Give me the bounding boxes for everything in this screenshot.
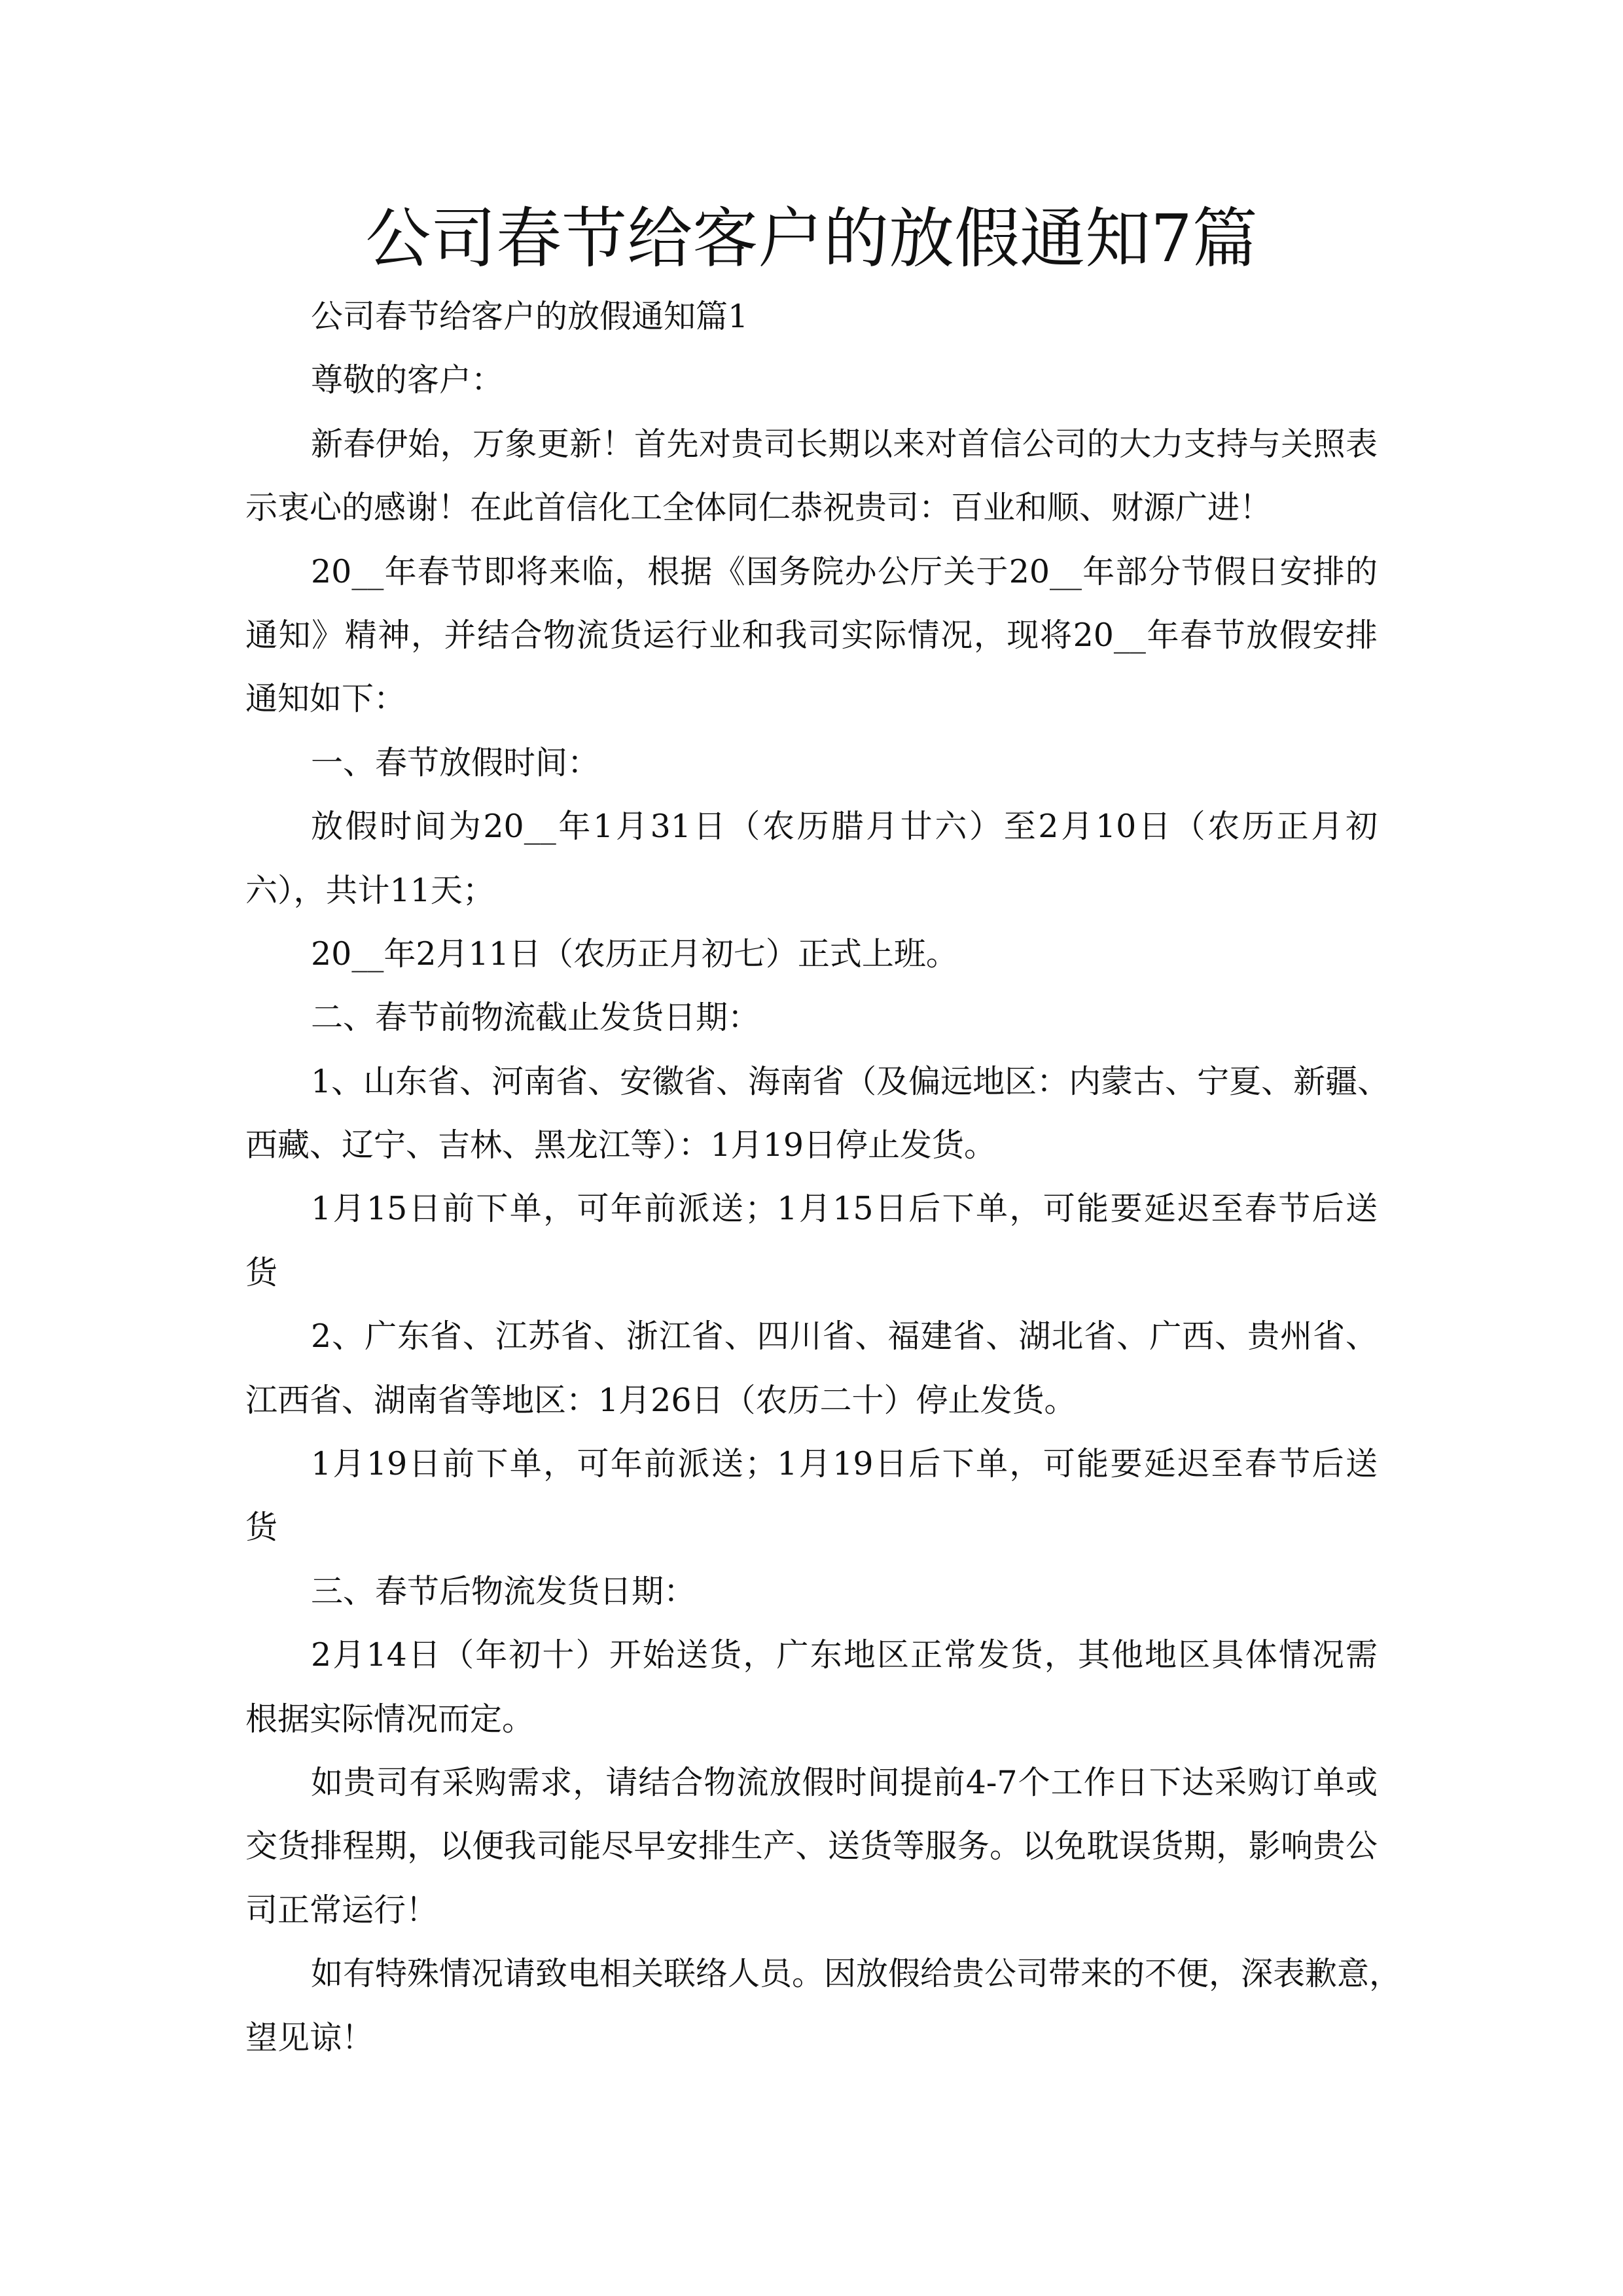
paragraph-line: 望见谅！ — [245, 2018, 374, 2056]
paragraph — [245, 1304, 1378, 1432]
paragraph-line: 交货排程期，以便我司能尽早安排生产、送货等服务。以免耽误货期，影响贵公 — [245, 1827, 1378, 1865]
paragraph-line: 尊敬的客户： — [311, 361, 504, 399]
paragraph — [245, 922, 1378, 986]
paragraph-line: 如贵司有采购需求，请结合物流放假时间提前4-7个工作日下达采购订单或 — [311, 1763, 1378, 1801]
paragraph-line: 公司春节给客户的放假通知篇1 — [311, 298, 749, 335]
paragraph-line: 放假时间为20__年1月31日（农历腊月廿六）至2月10日（农历正月初 — [311, 808, 1378, 846]
paragraph-line: 货 — [245, 1509, 278, 1547]
paragraph — [245, 1177, 1378, 1304]
paragraph-line: 1、山东省、河南省、安徽省、海南省（及偏远地区：内蒙古、宁夏、新疆、 — [311, 1062, 1390, 1100]
paragraph-line: 1月15日前下单，可年前派送；1月15日后下单，可能要延迟至春节后送 — [311, 1190, 1378, 1228]
paragraph-line: 一、春节放假时间： — [311, 744, 600, 781]
paragraph — [245, 412, 1378, 540]
paragraph-line: 通知如下： — [245, 680, 406, 718]
paragraph-line: 江西省、湖南省等地区：1月26日（农历二十）停止发货。 — [245, 1381, 1077, 1419]
paragraph-line: 根据实际情况而定。 — [245, 1700, 535, 1738]
paragraph-line: 司正常运行！ — [245, 1891, 438, 1929]
paragraph — [245, 795, 1378, 922]
paragraph — [245, 1560, 1378, 1623]
paragraph-line: 2月14日（年初十）开始送货，广东地区正常发货，其他地区具体情况需 — [311, 1636, 1378, 1674]
paragraph — [245, 1942, 1402, 2070]
paragraph-line: 西藏、辽宁、吉林、黑龙江等）：1月19日停止发货。 — [245, 1126, 997, 1164]
paragraph — [245, 986, 1378, 1049]
paragraph-line: 20__年春节即将来临，根据《国务院办公厅关于20__年部分节假日安排的 — [311, 552, 1378, 590]
paragraph-line: 通知》精神，并结合物流货运行业和我司实际情况，现将20__年春节放假安排 — [245, 616, 1378, 654]
paragraph-line: 货 — [245, 1253, 278, 1291]
document-title: 公司春节给客户的放假通知7篇 — [365, 200, 1258, 277]
paragraph-line: 二、春节前物流截止发货日期： — [311, 999, 760, 1037]
paragraph-line: 三、春节后物流发货日期： — [311, 1572, 696, 1610]
paragraph-line: 1月19日前下单，可年前派送；1月19日后下单，可能要延迟至春节后送 — [311, 1445, 1378, 1483]
paragraph — [245, 540, 1378, 731]
paragraph — [245, 1623, 1378, 1751]
paragraph — [245, 1432, 1378, 1560]
paragraph-line: 六），共计11天； — [245, 871, 495, 909]
document-body — [245, 285, 1402, 2070]
paragraph-line: 20__年2月11日（农历正月初七）正式上班。 — [311, 935, 958, 973]
paragraph-line: 新春伊始，万象更新！首先对贵司长期以来对首信公司的大力支持与关照表 — [311, 425, 1378, 463]
paragraph-line: 示衷心的感谢！在此首信化工全体同仁恭祝贵司：百业和顺、财源广进！ — [245, 489, 1272, 527]
paragraph — [245, 348, 1378, 412]
paragraph-line: 如有特殊情况请致电相关联络人员。因放假给贵公司带来的不便，深表歉意， — [311, 1955, 1402, 1993]
paragraph — [245, 285, 1378, 348]
paragraph — [245, 731, 1378, 795]
paragraph-line: 2、广东省、江苏省、浙江省、四川省、福建省、湖北省、广西、贵州省、 — [311, 1318, 1378, 1355]
paragraph — [245, 1050, 1390, 1177]
paragraph — [245, 1751, 1378, 1942]
